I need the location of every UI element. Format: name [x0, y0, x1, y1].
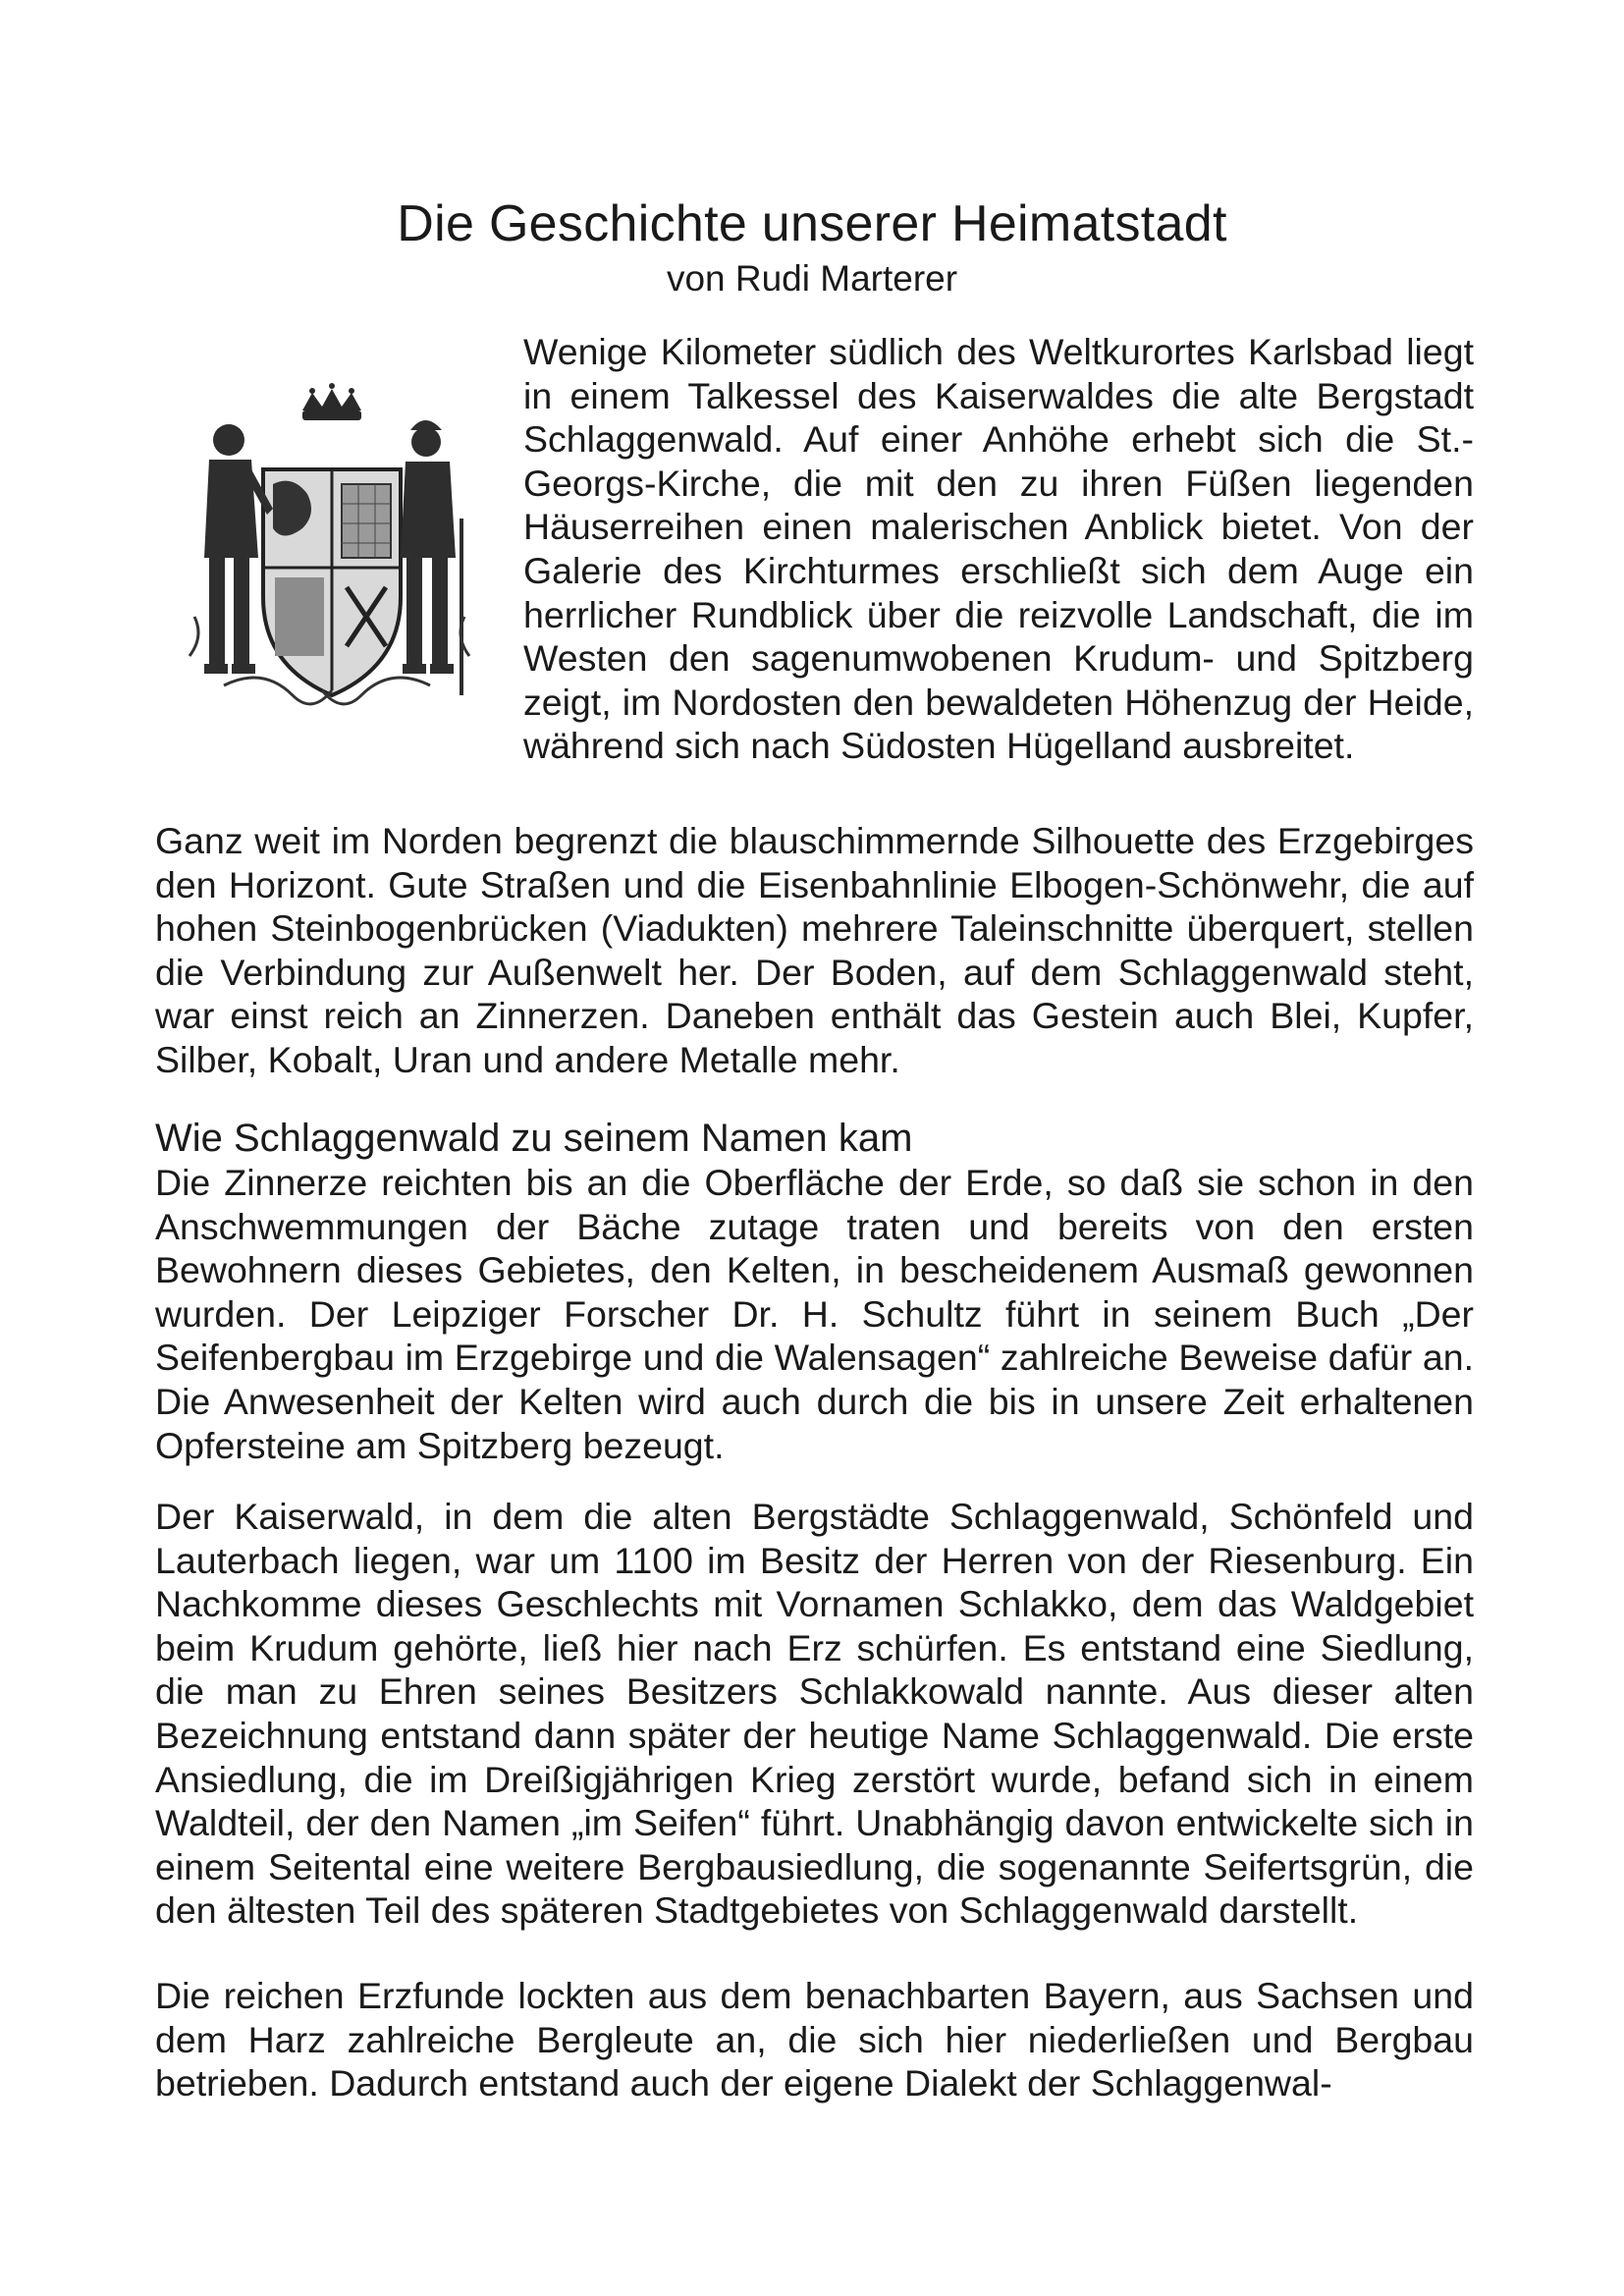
paragraph-intro-lead: Wenige Kilometer südlich des Weltkurortes Karlsbad liegt in einem Talkessel des Kaiserwaldes die alte Bergstadt Schlaggenwald. Auf einer Anhöhe erhebt sich die St.-Georgs-Kirche, die mit den zu ihren Füßen liegenden Häuserreihen einen malerischen Anblick bietet. Von der Galerie des Kirchturmes erschließt sich dem Auge ein herrlicher Rundblick über die reizvolle Landschaft, die im Westen den sagenumwobenen Krudum- und Spitzberg zeigt, im Nordosten den bewaldeten Höhenzug der Heide, während sich nach Südosten Hügelland ausbreitet. — [523, 331, 1474, 767]
author-line: von Rudi Marterer — [666, 258, 958, 299]
section-heading: Wie Schlaggenwald zu seinem Namen kam — [155, 1117, 913, 1160]
coat-of-arms-icon — [165, 371, 489, 744]
paragraph-zinnerze: Die Zinnerze reichten bis an die Oberfläche der Erde, so daß sie schon in den Anschwemmungen der Bäche zutage traten und bereits von den ersten Bewohnern dieses Gebietes, den Kelten, in bescheidenem Ausmaß gewonnen wurden. Der Leipziger Forscher Dr. H. Schultz führt in seinem Buch „Der Seifenbergbau im Erzgebirge und die Walensagen“ zahlreiche Beweise dafür an. Die Anwesenheit der Kelten wird auch durch die bis in unsere Zeit erhaltenen Opfersteine am Spitzberg bezeugt. — [155, 1162, 1474, 1466]
document-title: Die Geschichte unserer Heimatstadt — [397, 195, 1227, 252]
paragraph-erzfunde: Die reichen Erzfunde lockten aus dem benachbarten Bayern, aus Sachsen und dem Harz zahlreiche Bergleute an, die sich hier niederließen und Bergbau betrieben. Dadurch entstand auch der eigene Dialekt der Schlaggenwal- — [155, 1975, 1474, 2105]
paragraph-kaiserwald: Der Kaiserwald, in dem die alten Bergstädte Schlaggenwald, Schönfeld und Lauterbach liegen, war um 1100 im Besitz der Herren von der Riesenburg. Ein Nachkomme dieses Geschlechts mit Vornamen Schlakko, dem das Waldgebiet beim Krudum gehörte, ließ hier nach Erz schürfen. Es entstand eine Siedlung, die man zu Ehren seines Besitzers Schlakkowald nannte. Aus dieser alten Bezeichnung entstand dann später der heutige Name Schlaggenwald. Die erste Ansiedlung, die im Dreißigjährigen Krieg zerstört wurde, befand sich in einem Waldteil, der den Namen „im Seifen“ führt. Unabhängig davon entwickelte sich in einem Seitental eine weitere Bergbausiedlung, die sogenannte Seifertsgrün, die den ältesten Teil des späteren Stadtgebietes von Schlaggenwald darstellt. — [155, 1496, 1474, 1932]
paragraph-intro-continued: Ganz weit im Norden begrenzt die blauschimmernde Silhouette des Erzgebirges den Horizont. Gute Straßen und die Eisenbahnlinie Elbogen-Schönwehr, die auf hohen Steinbogenbrücken (Viadukten) mehrere Taleinschnitte überquert, stellen die Verbindung zur Außenwelt her. Der Boden, auf dem Schlaggenwald steht, war einst reich an Zinnerzen. Daneben enthält das Gestein auch Blei, Kupfer, Silber, Kobalt, Uran und andere Metalle mehr. — [155, 820, 1474, 1080]
